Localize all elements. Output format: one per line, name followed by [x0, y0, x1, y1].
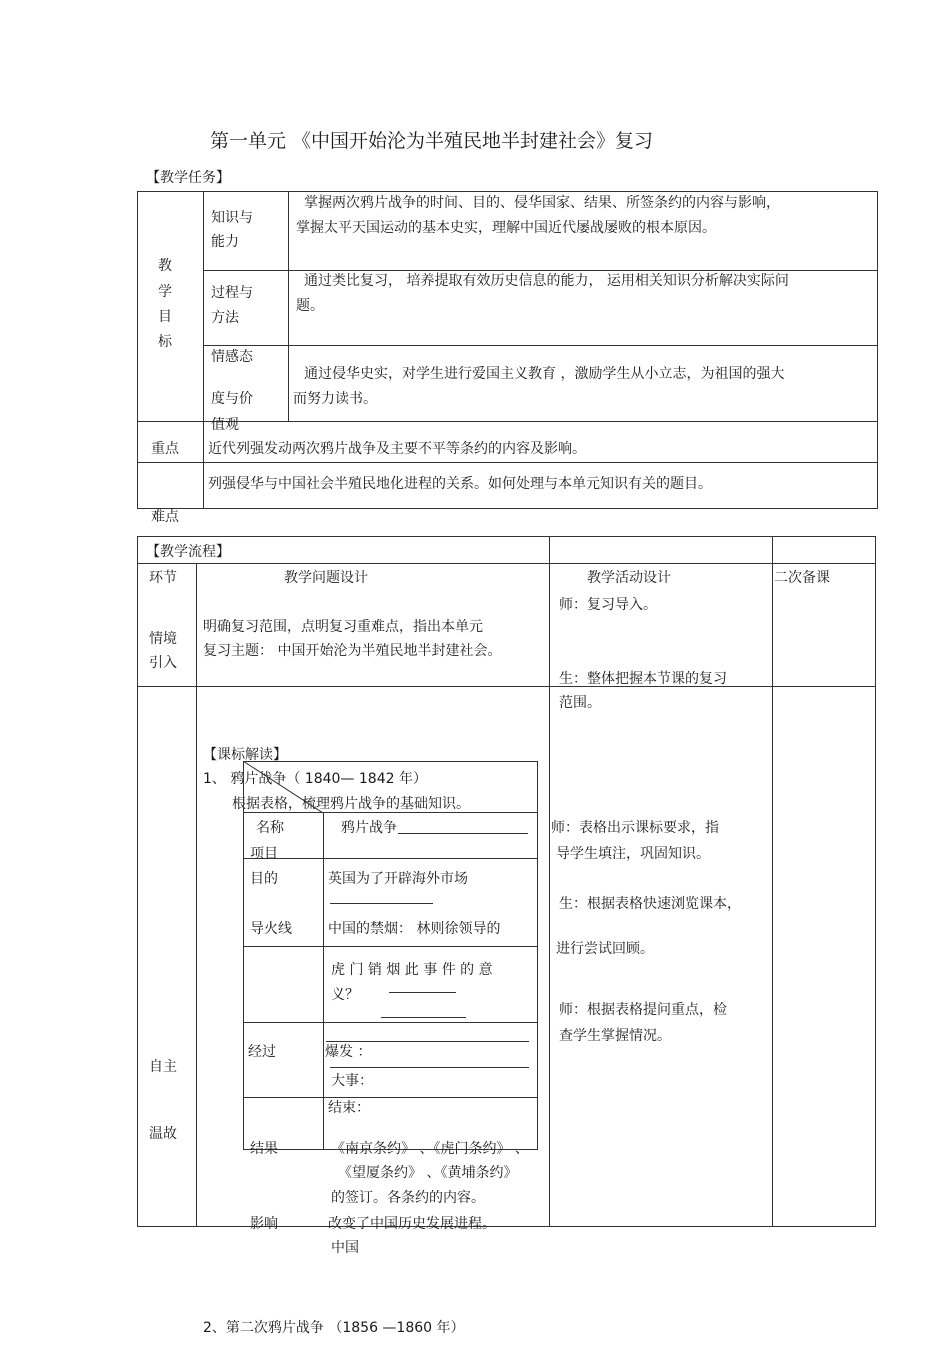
goals-label-char: 标: [158, 334, 172, 350]
inner-value: 大事：: [331, 1073, 373, 1089]
standard-heading: 【课标解读】: [203, 747, 287, 763]
inner-label: 目的: [250, 871, 278, 887]
divider: [196, 563, 197, 1227]
goals-label-char: 目: [158, 309, 172, 325]
activity-text: 师：表格出示课标要求，指: [551, 820, 719, 836]
inner-value: 改变了中国历史发展进程。: [328, 1216, 496, 1232]
task-heading: 【教学任务】: [146, 170, 230, 186]
design-text: 明确复习范围，点明复习重难点，指出本单元: [203, 619, 483, 635]
stage-label: 情境: [149, 631, 177, 647]
item-title: 1、 鸦片战争（ 1840— 1842 年）: [203, 771, 427, 787]
inner-label: 导火线: [250, 921, 292, 937]
column-header: 教学活动设计: [587, 570, 671, 586]
activity-text: 进行尝试回顾。: [556, 941, 654, 957]
activity-text: 导学生填注，巩固知识。: [556, 846, 710, 862]
divider: [243, 858, 538, 859]
difficulty-text: 列强侵华与中国社会半殖民地化进程的关系。如何处理与本单元知识有关的题目。: [208, 476, 712, 492]
diagonal-line: [243, 761, 323, 813]
inner-value: 的签订。各条约的内容。: [331, 1190, 485, 1206]
divider: [243, 946, 538, 947]
goal-row-label: 能力: [211, 234, 239, 250]
blank-line: [330, 903, 433, 904]
column-header: 二次备课: [774, 570, 830, 586]
goal-row-label: 情感态: [211, 349, 253, 365]
inner-value: 结束：: [328, 1100, 370, 1116]
activity-text: 查学生掌握情况。: [559, 1028, 671, 1044]
divider: [549, 536, 550, 1227]
blank-line: [330, 1067, 529, 1068]
inner-value: 《望厦条约》 、《黄埔条约》: [338, 1165, 518, 1181]
inner-value: 英国为了开辟海外市场: [328, 871, 468, 887]
inner-label: 结果: [250, 1141, 278, 1157]
item-desc: 根据表格，梳理鸦片战争的基础知识。: [232, 796, 470, 812]
blank-line: [389, 992, 456, 993]
activity-text: 师：根据表格提问重点，检: [559, 1002, 727, 1018]
activity-text: 生：根据表格快速浏览课本，: [559, 896, 741, 912]
item-title: 2、第二次鸦片战争 （1856 —1860 年）: [203, 1320, 465, 1336]
goal-row-label: 过程与: [211, 285, 253, 301]
divider: [137, 462, 878, 463]
divider: [137, 563, 876, 564]
inner-value: 爆发 ：: [325, 1044, 372, 1060]
flow-heading: 【教学流程】: [146, 544, 230, 560]
goal-row-text: 而努力读书。: [293, 391, 377, 407]
stage-label: 自主: [149, 1059, 177, 1075]
goal-row-text: 题。: [296, 298, 324, 314]
divider: [323, 812, 324, 1150]
inner-label: 项目: [250, 846, 278, 862]
goal-row-text: 通过类比复习， 培养提取有效历史信息的能力， 运用相关知识分析解决实际问: [304, 273, 789, 289]
key-text: 近代列强发动两次鸦片战争及主要不平等条约的内容及影响。: [208, 441, 586, 457]
goal-row-label: 值观: [211, 417, 239, 433]
page-title: 第一单元 《中国开始沦为半殖民地半封建社会》复习: [210, 130, 654, 152]
divider: [137, 686, 876, 687]
divider: [772, 536, 773, 1227]
goals-label-char: 教: [158, 258, 172, 274]
inner-label: 影响: [250, 1216, 278, 1232]
goal-row-text: 通过侵华史实，对学生进行爱国主义教育 ，激励学生从小立志，为祖国的强大: [304, 366, 785, 382]
stage-label: 引入: [149, 655, 177, 671]
divider: [203, 421, 204, 509]
difficulty-label: 难点: [151, 509, 179, 525]
inner-label: 名称: [256, 820, 284, 836]
column-header: 教学问题设计: [284, 570, 368, 586]
divider: [203, 191, 204, 422]
divider: [137, 421, 878, 422]
inner-value: 中国: [331, 1240, 359, 1256]
goal-row-text: 掌握两次鸦片战争的时间、目的、侵华国家、结果、所签条约的内容与影响，: [304, 195, 780, 211]
divider: [203, 345, 878, 346]
activity-text: 师：复习导入。: [559, 597, 657, 613]
goal-row-label: 知识与: [211, 210, 253, 226]
war-name: 鸦片战争: [341, 820, 397, 836]
blank-line: [381, 1017, 466, 1018]
inner-label: 经过: [248, 1044, 276, 1060]
blank-line: [398, 833, 528, 834]
goal-row-text: 掌握太平天国运动的基本史实，理解中国近代屡战屡败的根本原因。: [296, 220, 716, 236]
activity-text: 范围。: [559, 695, 601, 711]
activity-text: 生：整体把握本节课的复习: [559, 671, 727, 687]
design-text: 复习主题： 中国开始沦为半殖民地半封建社会。: [203, 643, 502, 659]
key-label: 重点: [151, 441, 179, 457]
stage-label: 温故: [149, 1126, 177, 1142]
divider: [243, 1022, 538, 1023]
inner-value: 虎 门 销 烟 此 事 件 的 意: [331, 962, 493, 978]
divider: [203, 270, 878, 271]
column-header: 环节: [149, 570, 177, 586]
inner-value: 《南京条约》 、《虎门条约》 、: [331, 1141, 529, 1157]
goals-label-char: 学: [158, 284, 172, 300]
divider: [243, 1097, 538, 1098]
inner-value: 义？: [331, 987, 359, 1003]
blank-line: [326, 1041, 529, 1042]
goal-row-label: 度与价: [211, 391, 253, 407]
inner-value: 中国的禁烟： 林则徐领导的: [328, 921, 501, 937]
goal-row-label: 方法: [211, 310, 239, 326]
divider: [288, 191, 289, 422]
